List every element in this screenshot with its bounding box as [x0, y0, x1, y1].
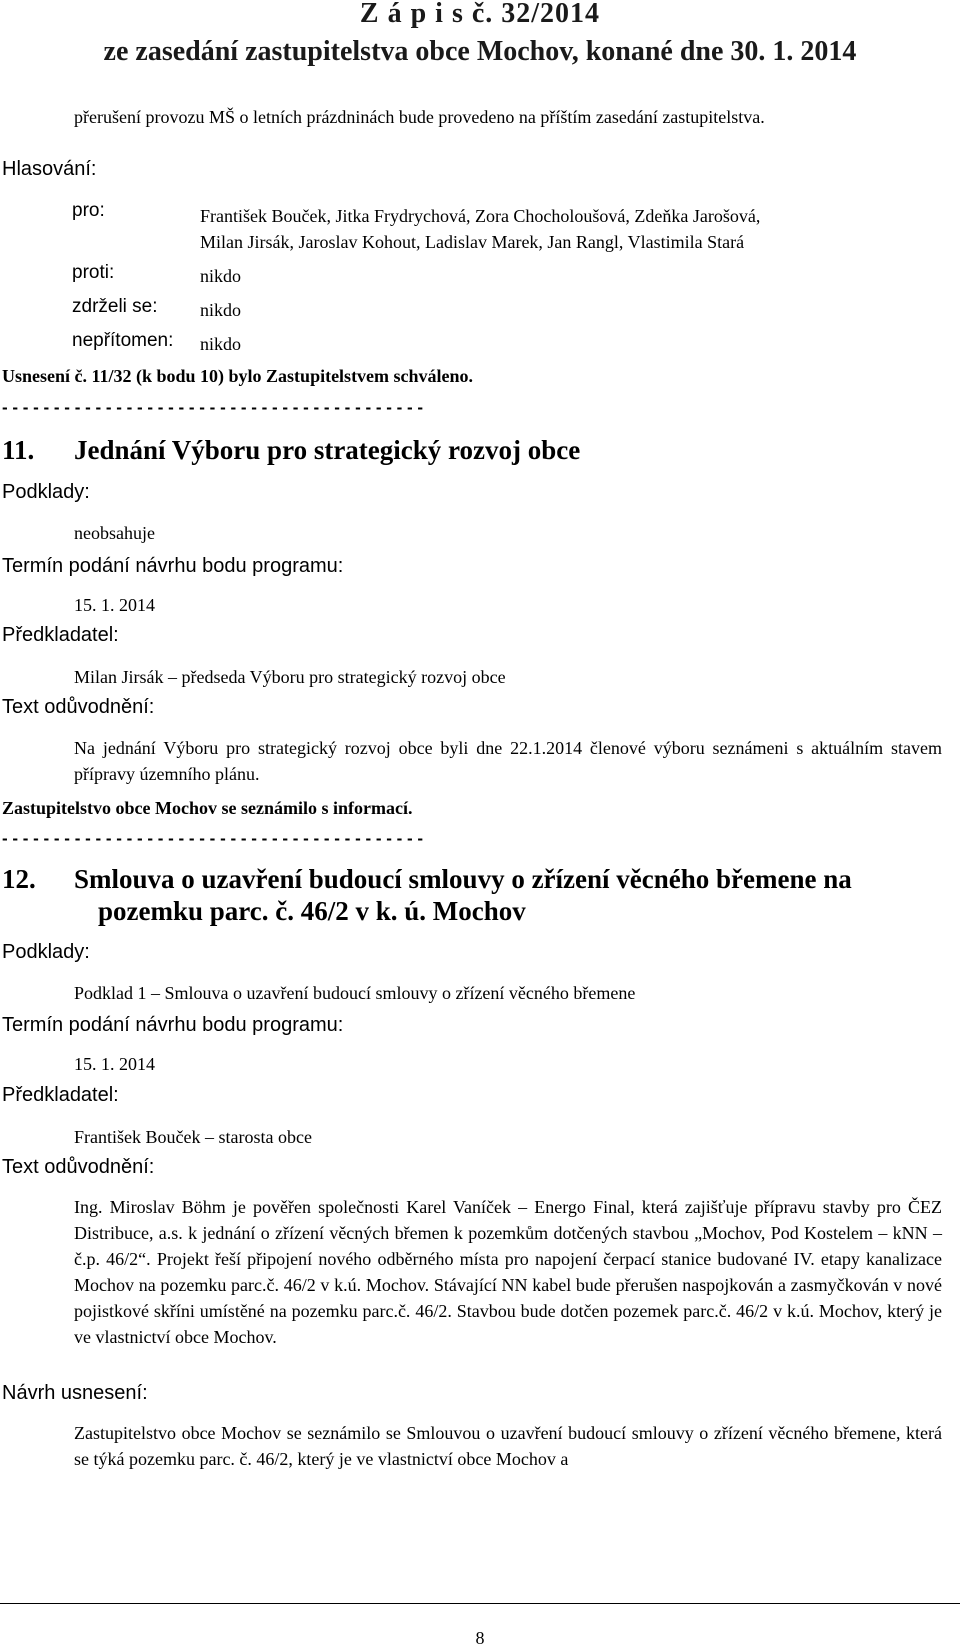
vote-pro-line1: František Bouček, Jitka Frydrychová, Zora Chocholoušová, Zdeňka Jarošová, — [200, 206, 761, 226]
item-12-title-line2: pozemku parc. č. 46/2 v k. ú. Mochov — [98, 896, 526, 926]
item-12-navrh-text: Zastupitelstvo obce Mochov se seznámilo se Smlouvou o uzavření budoucí smlouvy o zřízení věcného břemene, která se týká pozemku parc. č. 46/2, který je ve vlastnictví obce Mochov a — [74, 1423, 942, 1469]
item-12-predkladatel-value: František Bouček – starosta obce — [74, 1127, 312, 1147]
document-subtitle: ze zasedání zastupitelstva obce Mochov, konané dne 30. 1. 2014 — [103, 36, 857, 67]
resolution-approved: Usnesení č. 11/32 (k bodu 10) bylo Zastupitelstvem schváleno. — [2, 366, 474, 386]
vote-proti-label: proti: — [72, 262, 115, 283]
item-12-oduvodneni-text: Ing. Miroslav Böhm je pověřen společnosti Karel Vaníček – Energo Final, která zajišťuje přípravu stavby pro ČEZ Distribuce, a.s. k jednání o zřízení věcných břemen k pozemkům dotčených stavbou „Mochov, Pod Kostelem – kNN – č.p. 46/2“. Projekt řeší připojení nového odběrného místa pro napojení čerpací stanice budované IV. etapy kanalizace Mochov na pozemku parc.č. 46/2 v k.ú. Mochov. Stávající NN kabel bude přerušen naspojkován a zasmyčkován v nové pojistkové skříni umístěné na pozemku parc.č. 46/2. Stavbou bude dotčen pozemek parc.č. 46/2 v k.ú. Mochov, který je ve vlastnictví obce Mochov. — [74, 1197, 942, 1347]
item-11-predkladatel-label: Předkladatel: — [2, 624, 119, 646]
item-12-termin-label: Termín podání návrhu bodu programu: — [2, 1014, 344, 1036]
vote-pro-label: pro: — [72, 200, 105, 221]
vote-pro-line2: Milan Jirsák, Jaroslav Kohout, Ladislav Marek, Jan Rangl, Vlastimila Stará — [200, 232, 745, 252]
separator-1: - - - - - - - - - - - - - - - - - - - - - - - - - - - - - - - - - - - - - - - - - — [2, 398, 424, 417]
item-11-termin-value: 15. 1. 2014 — [74, 595, 155, 615]
item-11-number: 11. — [2, 435, 35, 465]
item-12-podklady-label: Podklady: — [2, 941, 90, 963]
page-number: 8 — [475, 1628, 485, 1648]
footer-divider — [0, 1603, 960, 1604]
item-12-predkladatel-label: Předkladatel: — [2, 1084, 119, 1106]
item-11-oduvodneni-text: Na jednání Výboru pro strategický rozvoj obce byli dne 22.1.2014 členové výboru seznámeni s aktuálním stavem přípravy územního plánu. — [74, 738, 942, 784]
vote-nepritomen-label: nepřítomen: — [72, 330, 174, 351]
separator-2: - - - - - - - - - - - - - - - - - - - - - - - - - - - - - - - - - - - - - - - - - — [2, 829, 424, 848]
item-12-podklady-value: Podklad 1 – Smlouva o uzavření budoucí smlouvy o zřízení věcného břemene — [74, 983, 636, 1003]
vote-zdrzeli-value: nikdo — [200, 300, 242, 320]
vote-proti-value: nikdo — [200, 266, 242, 286]
document-title: Z á p i s č. 32/2014 — [359, 0, 601, 29]
vote-heading: Hlasování: — [2, 158, 97, 180]
item-11-oduvodneni-label: Text odůvodnění: — [2, 696, 155, 718]
item-11-podklady-value: neobsahuje — [74, 523, 155, 543]
vote-zdrzeli-label: zdrželi se: — [72, 296, 158, 317]
item-12-number: 12. — [2, 864, 36, 894]
item-12-termin-value: 15. 1. 2014 — [74, 1054, 155, 1074]
item-11-conclusion: Zastupitelstvo obce Mochov se seznámilo s informací. — [2, 798, 413, 818]
vote-nepritomen-value: nikdo — [200, 334, 242, 354]
item-12-title-line1: Smlouva o uzavření budoucí smlouvy o zřízení věcného břemene na — [74, 864, 852, 894]
item-11-termin-label: Termín podání návrhu bodu programu: — [2, 555, 344, 577]
item-11-predkladatel-value: Milan Jirsák – předseda Výboru pro strategický rozvoj obce — [74, 667, 506, 687]
previous-paragraph: přerušení provozu MŠ o letních prázdninách bude provedeno na příštím zasedání zastupitelstva. — [74, 107, 765, 127]
item-12-oduvodneni-label: Text odůvodnění: — [2, 1156, 155, 1178]
item-11-podklady-label: Podklady: — [2, 481, 90, 503]
item-12-navrh-label: Návrh usnesení: — [2, 1382, 148, 1404]
item-11-title: Jednání Výboru pro strategický rozvoj obce — [74, 435, 581, 465]
